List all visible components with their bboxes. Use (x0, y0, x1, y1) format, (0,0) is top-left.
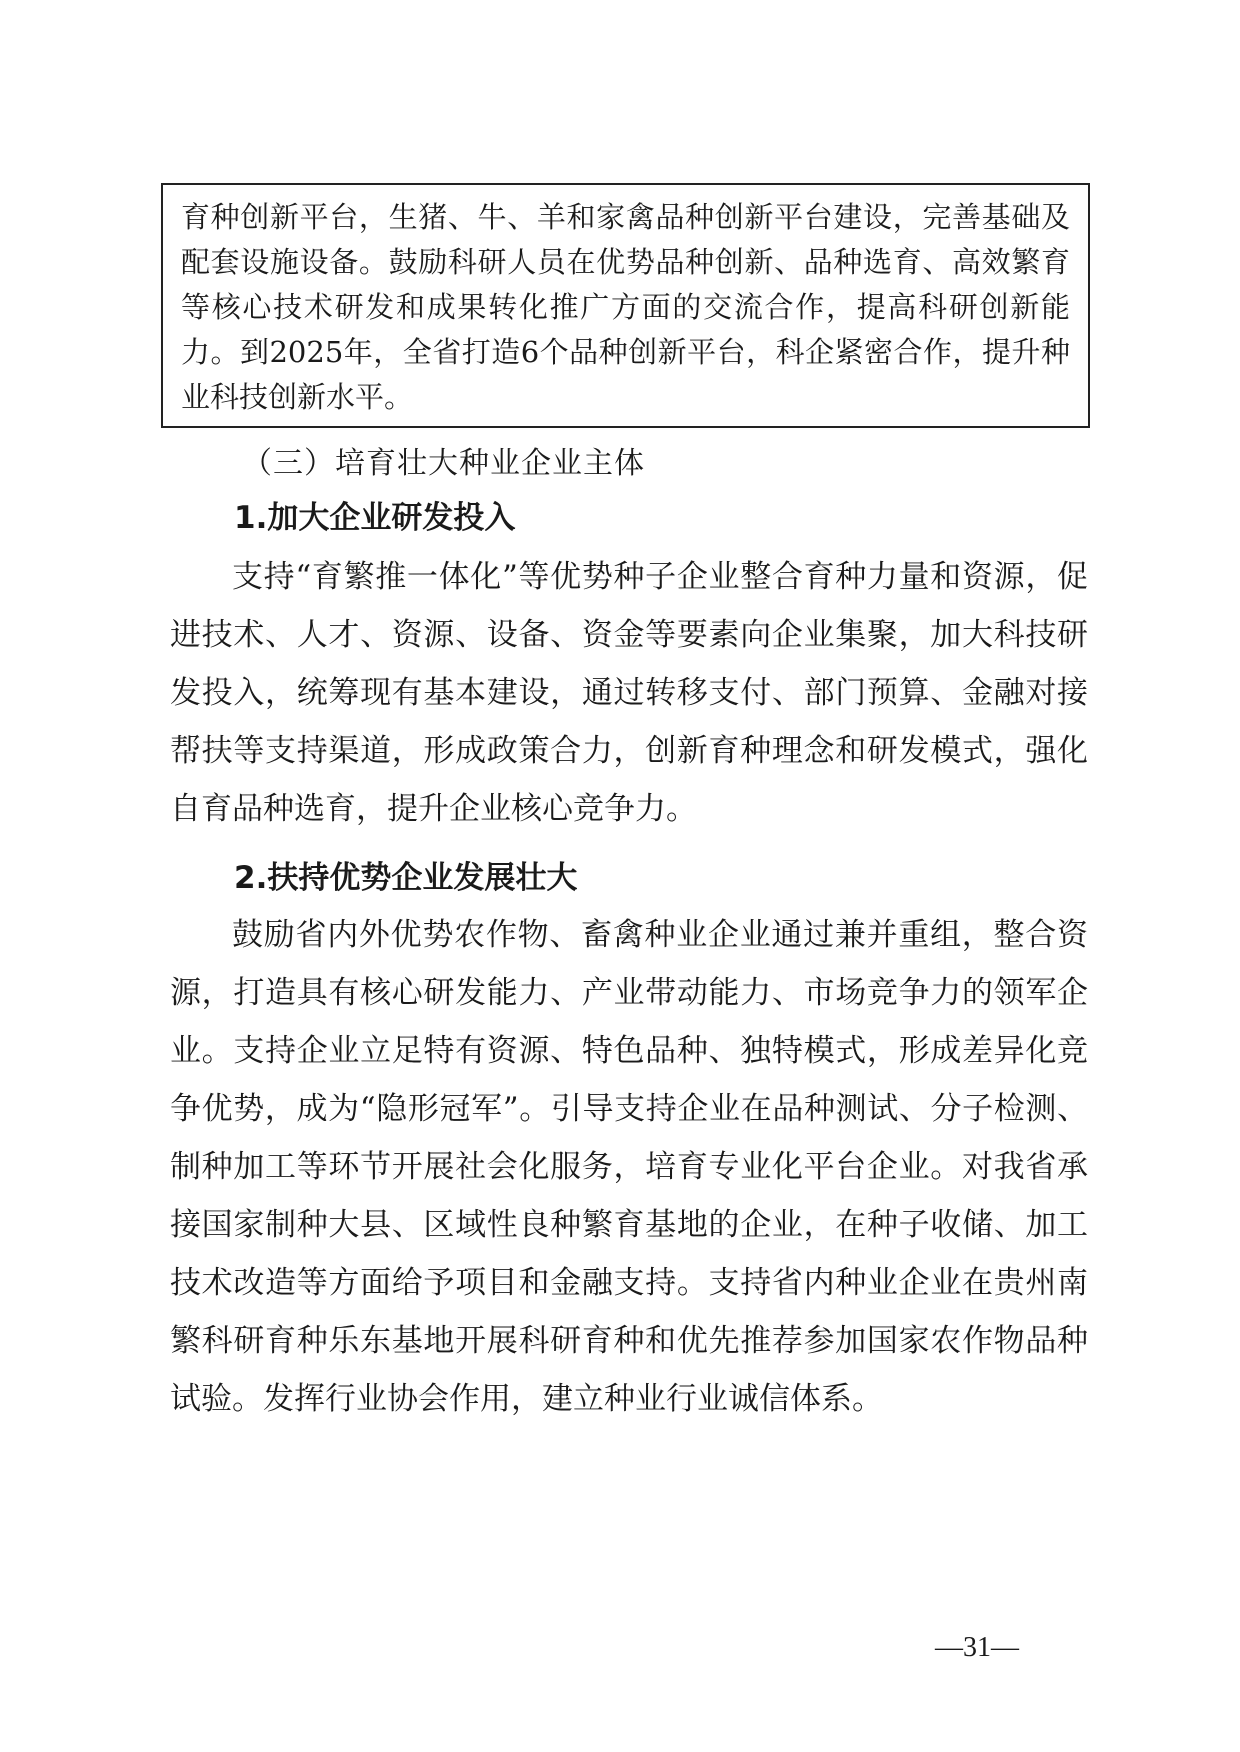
boxed-continuation-paragraph: 育种创新平台，生猪、牛、羊和家禽品种创新平台建设，完善基础及配套设施设备。鼓励科研人员在优势品种创新、品种选育、高效繁育等核心技术研发和成果转化推广方面的交流合作，提高科研创新能力。到2025年，全省打造6个品种创新平台，科企紧密合作，提升种业科技创新水平。 (161, 183, 1090, 428)
page-number: —31— (935, 1632, 1019, 1663)
subsection-1-paragraph (170, 548, 1088, 838)
subsection-2-paragraph (170, 906, 1088, 1428)
section-heading: （三）培育壮大种业企业主体 (242, 446, 645, 481)
subsection-1-heading: 1.加大企业研发投入 (234, 500, 516, 536)
subsection-2-heading: 2.扶持优势企业发展壮大 (234, 860, 578, 896)
paragraph-text: 鼓励省内外优势农作物、畜禽种业企业通过兼并重组，整合资源，打造具有核心研发能力、产业带动能力、市场竞争力的领军企业。支持企业立足特有资源、特色品种、独特模式，形成差异化竞争优势，成为“隐形冠军”。引导支持企业在品种测试、分子检测、制种加工等环节开展社会化服务，培育专业化平台企业。对我省承接国家制种大县、区域性良种繁育基地的企业，在种子收储、加工技术改造等方面给予项目和金融支持。支持省内种业企业在贵州南繁科研育种乐东基地开展科研育种和优先推荐参加国家农作物品种试验。发挥行业协会作用，建立种业行业诚信体系。 (170, 917, 1088, 1417)
paragraph-text: 支持“育繁推一体化”等优势种子企业整合育种力量和资源，促进技术、人才、资源、设备、资金等要素向企业集聚，加大科技研发投入，统筹现有基本建设，通过转移支付、部门预算、金融对接帮扶等支持渠道，形成政策合力，创新育种理念和研发模式，强化自育品种选育，提升企业核心竞争力。 (170, 559, 1088, 827)
